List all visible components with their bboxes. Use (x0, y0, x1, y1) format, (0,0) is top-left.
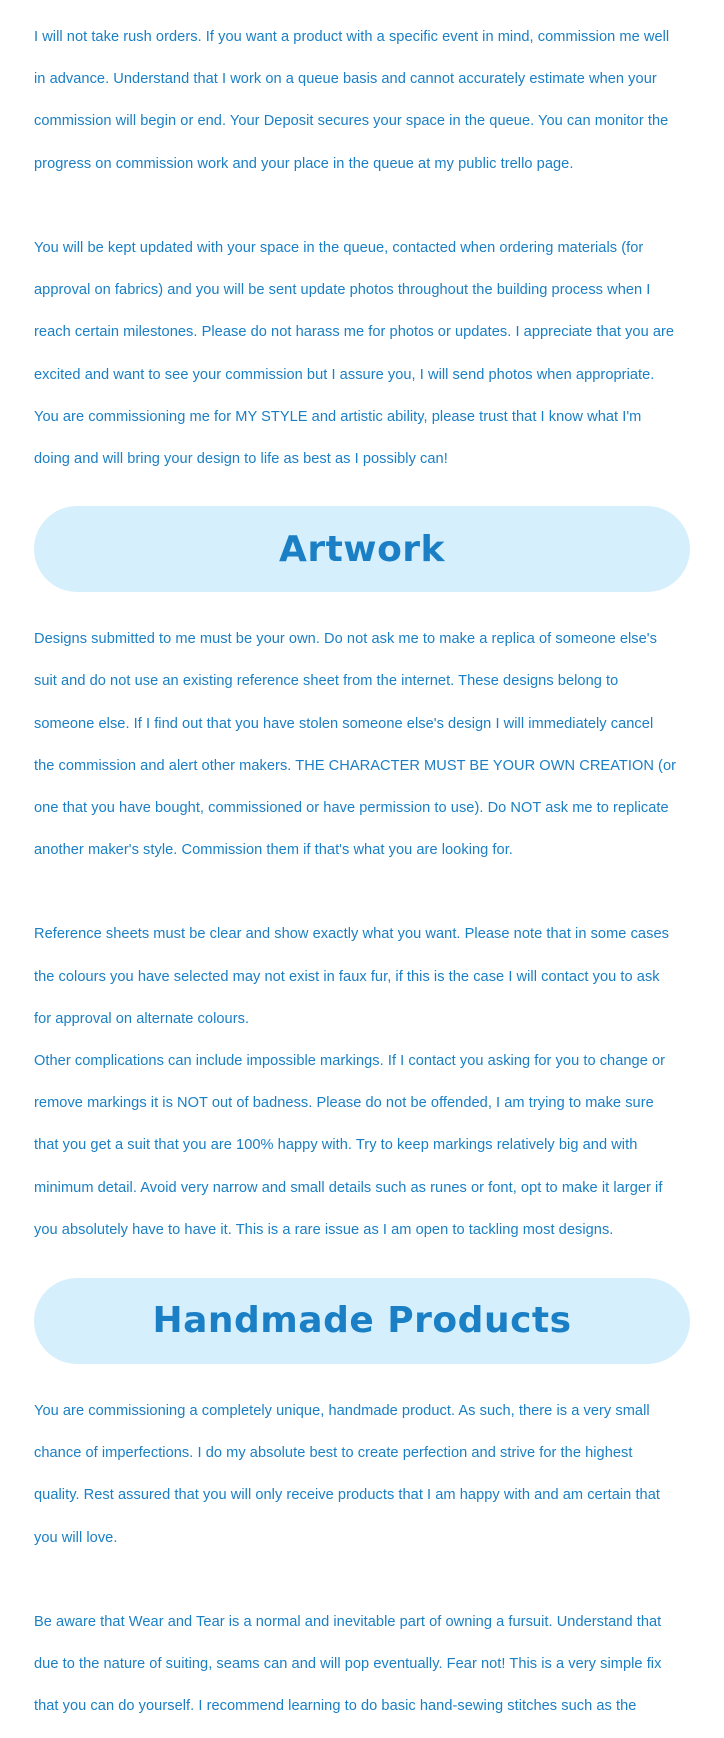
text-line: progress on commission work and your place in the queue at my public trello page. (34, 155, 574, 172)
commission-terms-page (34, 6, 694, 1738)
text-line: you absolutely have to have it. This is a rare issue as I am open to tackling most designs. (34, 1221, 614, 1238)
paragraph-spacer (34, 196, 694, 217)
text-line: due to the nature of suiting, seams can and will pop eventually. Fear not! This is a very simple fix (34, 1656, 662, 1672)
text-line: for approval on alternate colours. (34, 1010, 250, 1027)
paragraph-spacer (34, 882, 694, 903)
handmade-products-section-banner (34, 1278, 690, 1364)
text-line: in advance. Understand that I work on a queue basis and cannot accurately estimate when your (34, 71, 657, 88)
text-line: one that you have bought, commissioned or have permission to use). Do NOT ask me to replicate (34, 799, 669, 816)
text-line: chance of imperfections. I do my absolute best to create perfection and strive for the highest (34, 1445, 633, 1462)
text-line: Designs submitted to me must be your own. Do not ask me to make a replica of someone else's (34, 631, 657, 648)
text-line: reach certain milestones. Please do not harass me for photos or updates. I appreciate that you are (34, 324, 675, 341)
artwork-section-banner (34, 506, 690, 592)
text-line: excited and want to see your commission but I assure you, I will send photos when appropriate. (34, 366, 655, 383)
artwork-heading: Artwork (278, 528, 445, 570)
paragraph-spacer (34, 1570, 694, 1591)
text-line: you will love. (34, 1529, 118, 1546)
text-line: Other complications can include impossible markings. If I contact you asking for you to change or (34, 1052, 666, 1069)
text-line: someone else. If I find out that you have stolen someone else's design I will immediately cancel (34, 715, 654, 732)
intro-paragraph-queue (34, 6, 694, 196)
text-line: You are commissioning me for MY STYLE and artistic ability, please trust that I know what I'm (34, 408, 642, 425)
text-line: the commission and alert other makers. THE CHARACTER MUST BE YOUR OWN CREATION (or (34, 757, 677, 774)
text-line: quality. Rest assured that you will only receive products that I am happy with and am certain that (34, 1487, 660, 1504)
text-line: that you get a suit that you are 100% happy with. Try to keep markings relatively big and with (34, 1137, 638, 1154)
text-line: Reference sheets must be clear and show exactly what you want. Please note that in some cases (34, 926, 669, 943)
text-line: commission will begin or end. Your Deposit secures your space in the queue. You can monitor the (34, 113, 669, 130)
text-line: the colours you have selected may not exist in faux fur, if this is the case I will contact you to ask (34, 968, 660, 985)
artwork-paragraph-designs (34, 608, 694, 882)
text-line: remove markings it is NOT out of badness. Please do not be offended, I am trying to make sure (34, 1095, 654, 1112)
text-line: minimum detail. Avoid very narrow and small details such as runes or font, opt to make it larger if (34, 1179, 663, 1196)
text-line: Be aware that Wear and Tear is a normal and inevitable part of owning a fursuit. Understand that (34, 1613, 662, 1630)
intro-paragraph-updates (34, 217, 694, 491)
text-line: suit and do not use an existing reference sheet from the internet. These designs belong to (34, 673, 619, 690)
handmade-paragraph-wear-and-tear (34, 1591, 694, 1738)
handmade-products-heading: Handmade Products (152, 1300, 572, 1342)
handmade-paragraph-imperfections (34, 1380, 694, 1570)
text-line: that you can do yourself. I recommend learning to do basic hand-sewing stitches such as the (34, 1698, 637, 1715)
text-line: I will not take rush orders. If you want a product with a specific event in mind, commission me well (34, 29, 670, 46)
text-line: doing and will bring your design to life as best as I possibly can! (34, 450, 448, 467)
text-line: approval on fabrics) and you will be sent update photos throughout the building process when I (34, 282, 651, 299)
text-line: another maker's style. Commission them if that's what you are looking for. (34, 842, 513, 859)
artwork-paragraph-references (34, 903, 694, 1262)
text-line: You will be kept updated with your space in the queue, contacted when ordering materials (for (34, 239, 644, 256)
text-line: You are commissioning a completely unique, handmade product. As such, there is a very small (34, 1402, 650, 1419)
